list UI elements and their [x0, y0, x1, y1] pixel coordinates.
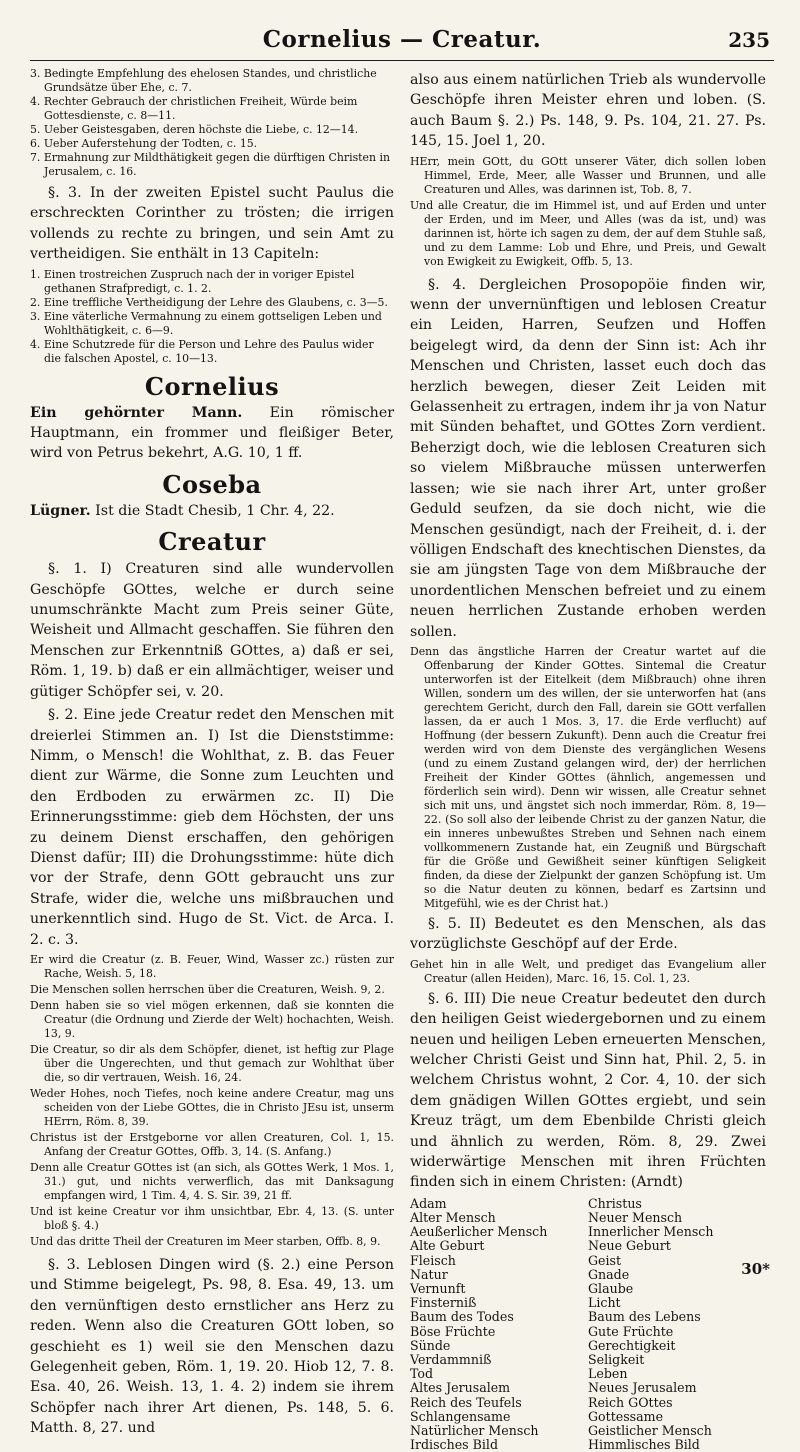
paragraph-creatur-s6: §. 6. III) Die neue Creatur bedeutet den durch den heiligen Geist wiedergebornen und zu einem neuen und heiligen Leben erneuerten Menschen, welcher Christi Geist und Sinn hat, Phil. 2, 5. in welchem Christus wohnt, 2 Cor. 4, 10. der sich dem gnädigen Willen GOttes ergiebt, und sein Kreuz trägt, um dem Ebenbilde Christi gleich und ähnlich zu werden, Röm. 8, 29. Zwei widerwärtige Menschen mit ihren Früchten finden sich in einem Christen: (Arndt) — [410, 990, 766, 1191]
note: Christus ist der Erstgeborne vor allen Creaturen, Col. 1, 15. Anfang der Creatur GOttes, Offb. 3, 14. (S. Anfang.) — [30, 1130, 394, 1158]
entry-coseba — [30, 501, 394, 521]
pair-item: Geist — [588, 1252, 622, 1268]
list-item: 4. Rechter Gebrauch der christlichen Freiheit, Würde beim Gottesdienste, c. 8—11. — [30, 95, 358, 122]
running-head — [30, 22, 774, 58]
pair-item: Leben — [588, 1366, 628, 1382]
pair-item: Alter Mensch — [410, 1210, 496, 1226]
list-item: 1. Einen trostreichen Zuspruch nach der in voriger Epistel gethanen Strafpredigt, c. 1. 2. — [30, 267, 355, 295]
entry-term: Lügner. — [30, 502, 91, 519]
right-column — [410, 67, 766, 1452]
running-title: Cornelius — Creatur. — [262, 26, 542, 53]
pair-item: Licht — [588, 1295, 621, 1311]
pair-item: Seligkeit — [588, 1352, 645, 1368]
pair-item: Gnade — [588, 1266, 630, 1282]
pair-item: Irdisches Bild — [410, 1437, 499, 1452]
pair-item: Sünde — [410, 1337, 451, 1353]
paragraph-creatur-s5: §. 5. II) Bedeutet es den Menschen, als das vorzüglichste Geschöpf auf der Erde. — [410, 915, 766, 953]
pair-item: Altes Jerusalem — [410, 1380, 511, 1396]
left-column — [30, 67, 394, 1452]
paragraph-creatur-s2: §. 2. Eine jede Creatur redet den Menschen mit dreierlei Stimmen an. I) Ist die Dienststimme: Nimm, o Mensch! die Wohlthat, z. B. das Feuer dient zur Wärme, die Sonne zum Leuchten und den Erdboden zu erwärmen zc. II) Die Erinnerungsstimme: gieb dem Höchsten, der uns zu deinem Dienst erschaffen, den gehörigen Dienst dafür; III) die Drohungsstimme: hüte dich vor der Strafe, denn GOtt gebraucht uns zur Strafe, wider die, welche uns mißbrauchen und unerkenntlich sind. Hugo de St. Vict. de Arca. I. 2. c. 3. — [30, 707, 394, 948]
list-item: 6. Ueber Auferstehung der Todten, c. 15. — [30, 137, 258, 150]
pair-item: Baum des Lebens — [588, 1309, 701, 1325]
entry-text: Ist die Stadt Chesib, 1 Chr. 4, 22. — [90, 502, 335, 519]
paragraph-creatur-s1: §. 1. I) Creaturen sind alle wundervollen Geschöpfe GOttes, welche er durch seine unumschränkte Macht zum Preis seiner Güte, Weisheit und Allmacht geschaffen. Sie führen den Menschen zur Erkenntniß GOttes, a) daß er sei, Röm. 1, 19. b) daß er ein allmächtiger, weiser und gütiger Schöpfer sei, v. 20. — [30, 561, 394, 700]
pairs-right-column — [588, 1197, 766, 1452]
note: Die Creatur, so dir als dem Schöpfer, dienet, ist heftig zur Plage über die Ungerechten, und thut gemach zur Wohlthat über die, so dir vertrauen, Weish. 16, 24. — [30, 1042, 394, 1084]
printer-signature: 30* — [741, 1260, 770, 1278]
list-item: 7. Ermahnung zur Mildthätigkeit gegen die dürftigen Christen in Jerusalem, c. 16. — [30, 151, 390, 178]
paragraph-creatur-s3: §. 3. Leblosen Dingen wird (§. 2.) eine Person und Stimme beigelegt, Ps. 98, 8. Esa. 49, 13. um den vernünftigen desto ernstlicher ans Herz zu reden. Wenn also die Creaturen GOtt loben, so geschieht es 1) weil sie den Menschen dazu Gelegenheit geben, Röm. 1, 19. 20. Hiob 12, 7. 8. Esa. 40, 26. Weish. 13, 1. 4. 2) indem sie ihrem Schöpfer nach ihrer Art dienen, Ps. 148, 5. 6. Matth. 8, 27. und — [30, 1256, 394, 1437]
pair-item: Glaube — [588, 1281, 634, 1297]
entry-term: Ein gehörnter Mann. — [30, 404, 243, 421]
list-item: 3. Bedingte Empfehlung des ehelosen Standes, und christliche Grundsätze über Ehe, c. 7. — [30, 67, 377, 94]
note: Denn haben sie so viel mögen erkennen, daß sie konnten die Creatur (die Ordnung und Zierde der Welt) hochachten, Weish. 13, 9. — [30, 998, 394, 1040]
pair-item: Tod — [410, 1366, 434, 1382]
pairs-left-column — [410, 1197, 588, 1452]
pair-item: Gottessame — [588, 1408, 664, 1424]
note: Und alle Creatur, die im Himmel ist, und auf Erden und unter der Erden, und im Meer, und Alles (was da ist, und) was darinnen ist, hörte ich sagen zu dem, der auf dem Stuhle saß, und zu dem Lamme: Lob und Ehre, und Preis, und Gewalt von Ewigkeit zu Ewigkeit, Offb. 5, 13. — [410, 198, 766, 268]
list-item: 3. Eine väterliche Vermahnung zu einem gottseligen Leben und Wohlthätigkeit, c. 6—9. — [30, 309, 382, 337]
pair-item: Neue Geburt — [588, 1238, 671, 1254]
s3-list — [30, 268, 394, 366]
pair-item: Gute Früchte — [588, 1323, 674, 1339]
note: HErr, mein GOtt, du GOtt unserer Väter, dich sollen loben Himmel, Erde, Meer, alle Wasser und Brunnen, und alle Creaturen und Alles, was darinnen ist, Tob. 8, 7. — [410, 154, 766, 196]
list-item: 2. Eine treffliche Vertheidigung der Lehre des Glaubens, c. 3—5. — [30, 295, 388, 309]
contrast-pairs — [410, 1197, 766, 1452]
list-item: 4. Eine Schutzrede für die Person und Lehre des Paulus wider die falschen Apostel, c. 10—13. — [30, 337, 374, 365]
entry-heading-creatur: Creatur — [158, 527, 266, 557]
pair-item: Innerlicher Mensch — [588, 1224, 714, 1240]
note: Denn alle Creatur GOttes ist (an sich, als GOttes Werk, 1 Mos. 1, 31.) gut, und nichts verwerflich, das mit Danksagung empfangen wird, 1 Tim. 4, 4. S. Sir. 39, 21 ff. — [30, 1160, 394, 1202]
note: Weder Hohes, noch Tiefes, noch keine andere Creatur, mag uns scheiden von der Liebe GOttes, die in Christo JEsu ist, unserm HErrn, Röm. 8, 39. — [30, 1086, 394, 1128]
pair-item: Vernunft — [410, 1281, 466, 1297]
pair-item: Neues Jerusalem — [588, 1380, 697, 1396]
paragraph-s3: §. 3. In der zweiten Epistel sucht Paulus die erschreckten Corinther zu trösten; die irrigen vollends zu rechte zu bringen, und sein Amt zu vertheidigen. Sie enthält in 13 Capiteln: — [30, 185, 394, 263]
entry-text: Ein römischer Hauptmann, ein frommer und fleißiger Beter, wird von Petrus bekehrt, A.G. 10, 1 ff. — [30, 404, 394, 462]
pair-item: Schlangensame — [410, 1408, 511, 1424]
pair-item: Böse Früchte — [410, 1323, 496, 1339]
header-rule — [30, 60, 774, 61]
paragraph-creatur-s4: §. 4. Dergleichen Prosopopöie finden wir, wenn der unvernünftigen und leblosen Creatur ein Leiden, Harren, Seufzen und Hoffen beigelegt wird, da denn der Sinn ist: Ach ihr Menschen und Christen, lasset euch doch das herzlich bewegen, dieser Zeit Leiden mit Gelassenheit zu ertragen, indem ihr ja von Natur mit Sünden behaftet, und GOttes Zorn verdient. Beherzigt doch, wie die leblosen Creaturen sich so vielem Mißbrauche müssen unterwerfen lassen; wie sie nach ihrer Art, unter großer Geduld seufzen, da sie doch nicht, wie die Menschen gesündigt, nach der Freiheit, d. i. der völligen Endschaft des knechtischen Dienstes, da sie am jüngsten Tage von dem Mißbrauche der unordentlichen Menschen befreiet und zu einem neuen herrlichen Zustande erhoben werden sollen. — [410, 276, 766, 640]
page-number: 235 — [728, 28, 770, 52]
note-s5: Gehet hin in alle Welt, und prediget das Evangelium aller Creatur (allen Heiden), Marc. 16, 15. Col. 1, 23. — [410, 957, 766, 985]
pair-item: Alte Geburt — [410, 1238, 485, 1254]
pair-item: Aeußerlicher Mensch — [410, 1224, 548, 1240]
pair-item: Finsterniß — [410, 1295, 477, 1311]
pair-item: Natürlicher Mensch — [410, 1423, 539, 1439]
entry-heading-coseba: Coseba — [162, 469, 262, 499]
note: Er wird die Creatur (z. B. Feuer, Wind, Wasser zc.) rüsten zur Rache, Weish. 5, 18. — [30, 952, 394, 980]
pair-item: Natur — [410, 1266, 448, 1282]
pair-item: Christus — [588, 1195, 642, 1211]
pair-item: Fleisch — [410, 1252, 456, 1268]
s2-notes — [30, 953, 394, 1249]
note: Und ist keine Creatur vor ihm unsichtbar, Ebr. 4, 13. (S. unter bloß §. 4.) — [30, 1204, 394, 1232]
pair-item: Reich des Teufels — [410, 1394, 522, 1410]
entry-heading-cornelius: Cornelius — [144, 371, 280, 401]
continuation-notes — [410, 155, 766, 269]
pair-item: Gerechtigkeit — [588, 1337, 676, 1353]
list-item: 5. Ueber Geistesgaben, deren höchste die Liebe, c. 12—14. — [30, 123, 359, 136]
paragraph-continuation: also aus einem natürlichen Trieb als wundervolle Geschöpfe ihren Meister ehren und loben. (S. auch Baum §. 2.) Ps. 148, 9. Ps. 104, 21. 27. Ps. 145, 15. Joel 1, 20. — [410, 72, 766, 150]
note: Die Menschen sollen herrschen über die Creaturen, Weish. 9, 2. — [30, 982, 385, 996]
note-s4: Denn das ängstliche Harren der Creatur wartet auf die Offenbarung der Kinder GOttes. Sintemal die Creatur unterworfen ist der Eitelkeit (dem Mißbrauch) ohne ihren Willen, sondern um des willen, der sie unterworfen hat (ans gerechtem Gericht, durch den Fall, darein sie GOtt verfallen lassen, da er auch 1 Mos. 3, 17. die Erde verflucht) auf Hoffnung (der bessern Zukunft). Denn auch die Creatur frei werden wird von dem Dienste des vergänglichen Wesens (und zu einem Zustand gelangen wird, der) der herrlichen Freiheit der Kinder GOttes (ähnlich, angemessen und förderlich sein wird). Denn wir wissen, alle Creatur sehnet sich mit uns, und ängstet sich noch immerdar, Röm. 8, 19—22. (So soll also der leibende Christ zu der ganzen Natur, die ein inneres unbewußtes Streben und Sehnen nach einem vollkommenern Zustande hat, ein Zeugniß und Bürgschaft für die Größe und Gewißheit seiner künftigen Seligkeit finden, da diese der Zielpunkt der ganzen Schöpfung ist. Um so die Natur deuten zu können, bedarf es Zartsinn und Mitgefühl, wie es der Christ hat.) — [410, 644, 766, 910]
two-column-body — [30, 67, 774, 1452]
pair-item: Baum des Todes — [410, 1309, 514, 1325]
pair-item: Adam — [410, 1195, 447, 1211]
pair-item: Verdammniß — [410, 1352, 492, 1368]
entry-cornelius — [30, 403, 394, 464]
pair-item: Geistlicher Mensch — [588, 1423, 712, 1439]
note: Und das dritte Theil der Creaturen im Meer starben, Offb. 8, 9. — [30, 1234, 381, 1248]
pair-item: Reich GOttes — [588, 1394, 673, 1410]
pair-item: Neuer Mensch — [588, 1210, 683, 1226]
pair-item: Himmlisches Bild — [588, 1437, 700, 1452]
intro-list — [30, 67, 394, 179]
